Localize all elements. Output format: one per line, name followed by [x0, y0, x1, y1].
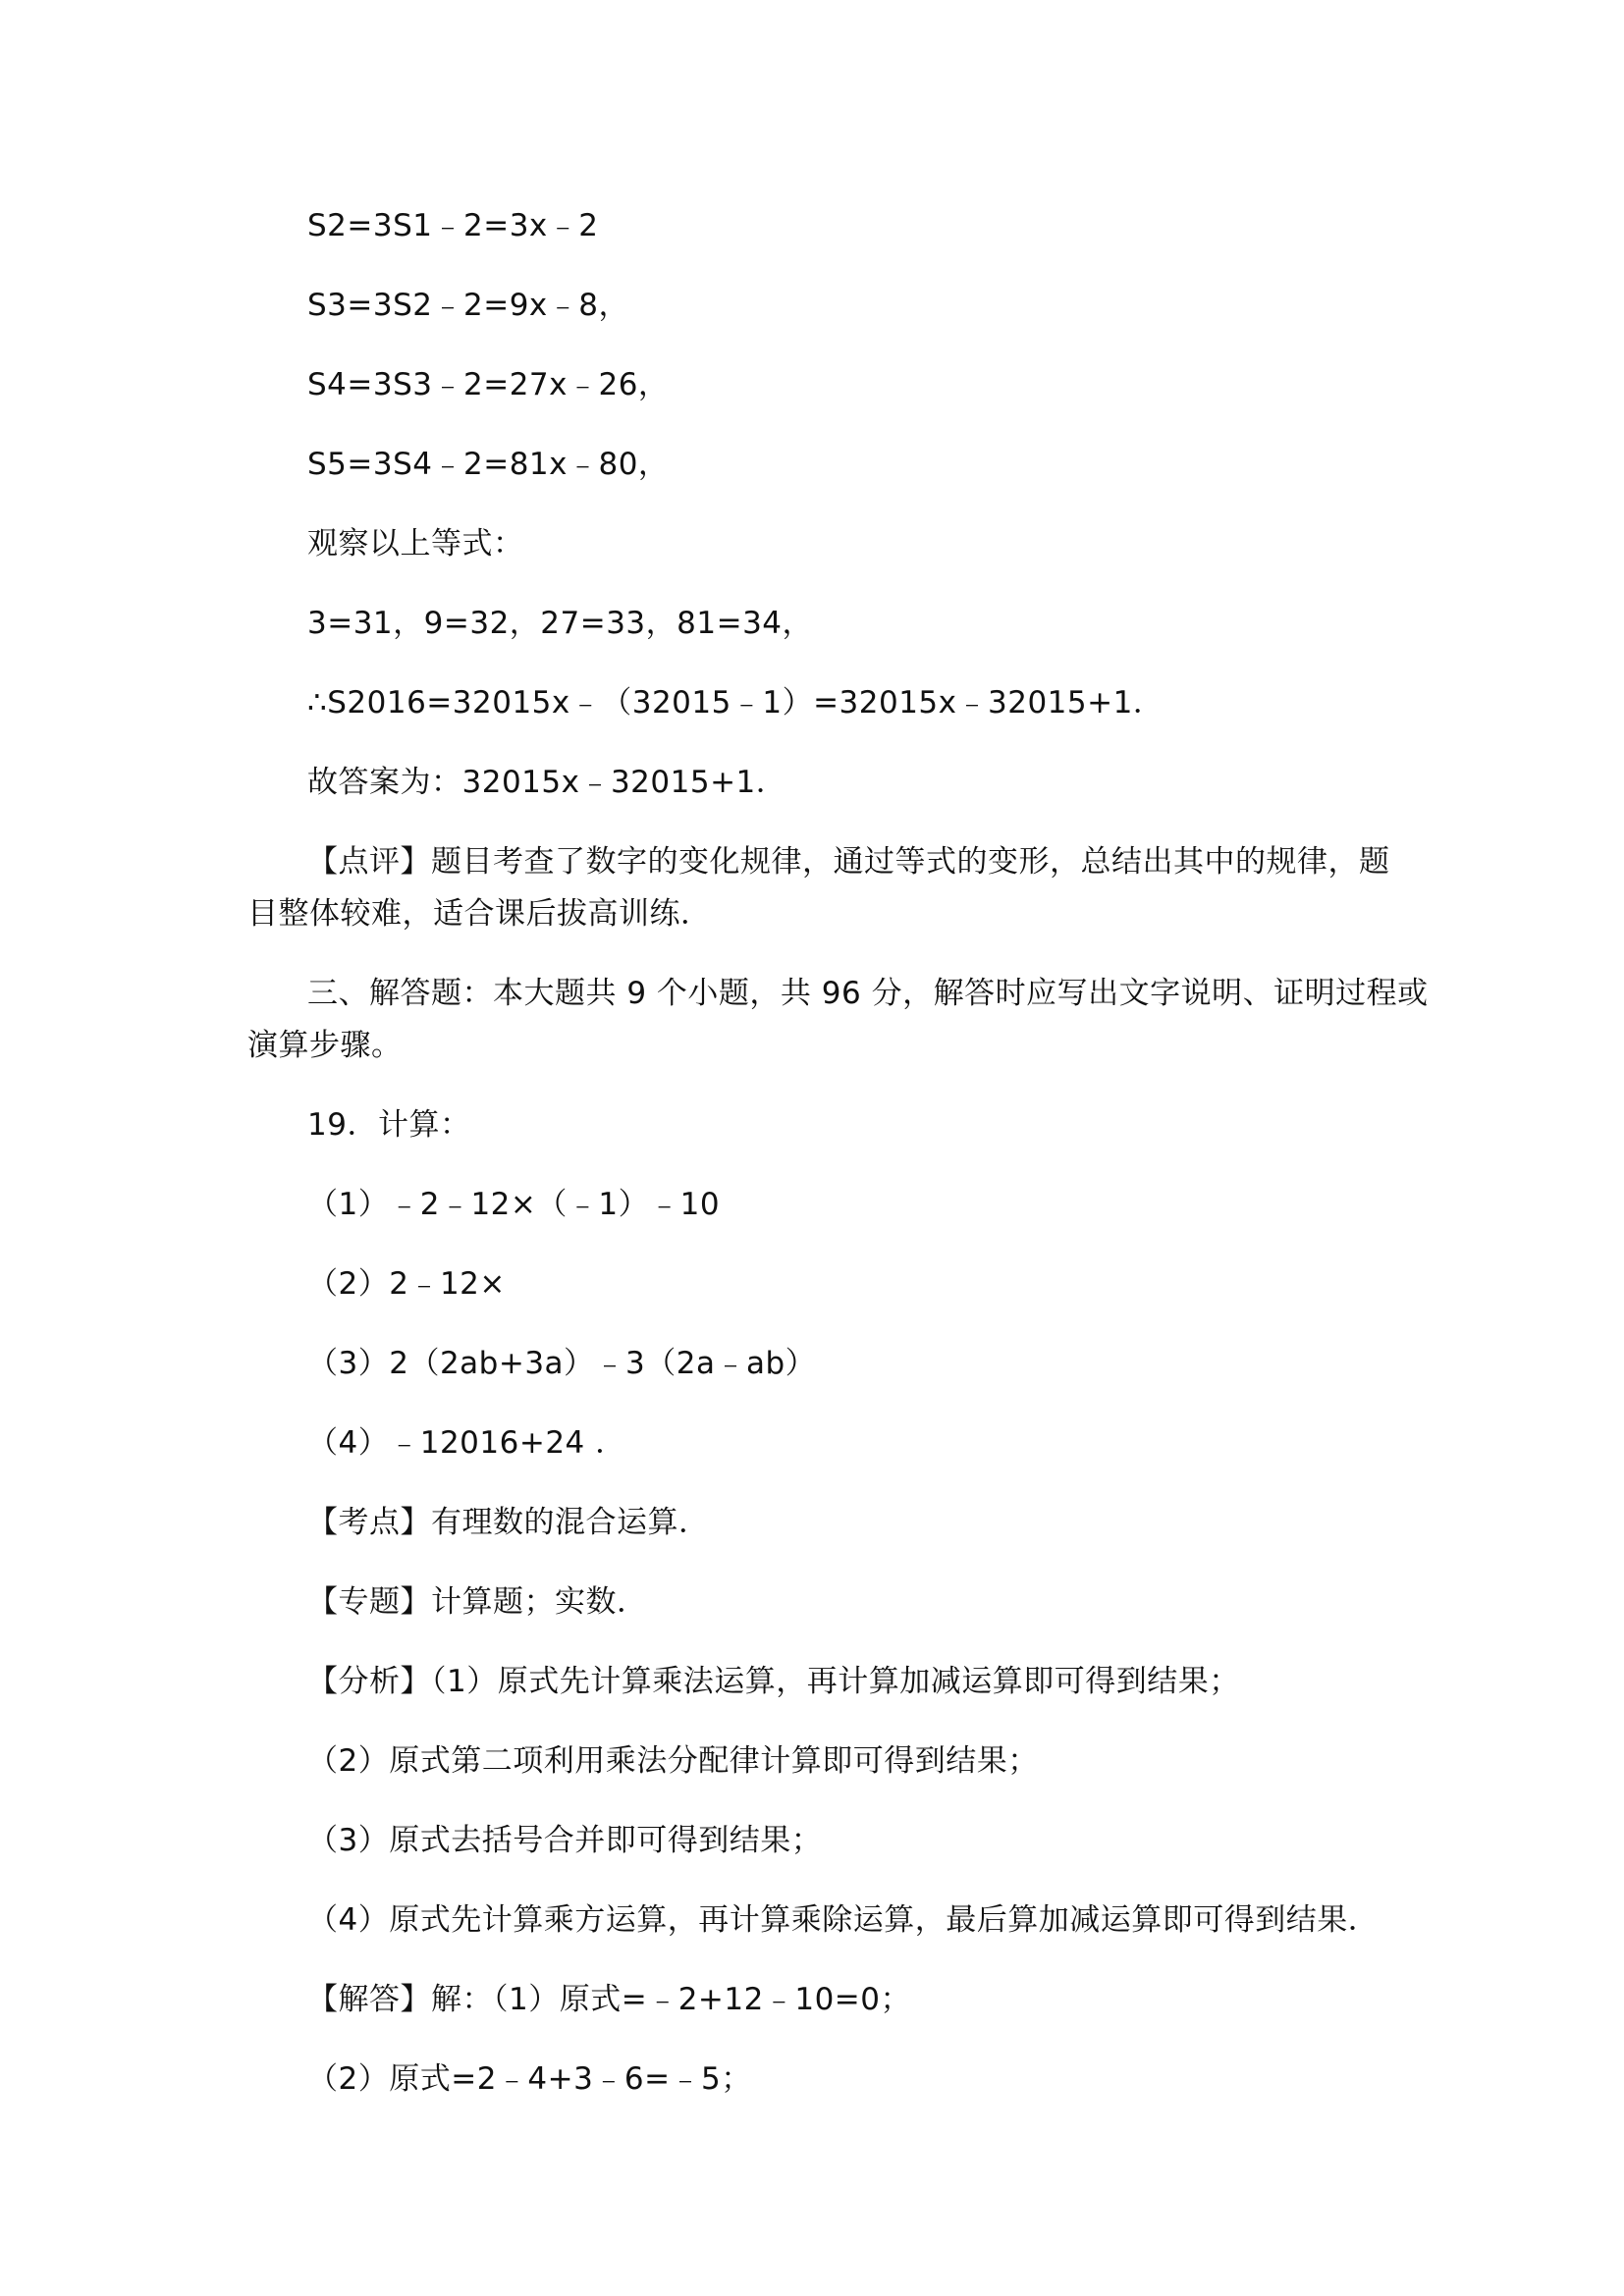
- powers-text: 3=31，9=32，27=33，81=34，: [307, 606, 814, 641]
- question-19-part-3: （3）2（2ab+3a）﹣3（2a﹣ab）: [307, 1346, 817, 1381]
- fenxi-text: 【分析】（1）原式先计算乘法运算，再计算加减运算即可得到结果；: [307, 1664, 1240, 1699]
- question-19-part-4: （4）﹣12016+24 ．: [307, 1425, 626, 1461]
- answer-text: 故答案为：32015x﹣32015+1．: [307, 765, 787, 800]
- kaodian-text: 【考点】有理数的混合运算．: [307, 1505, 710, 1540]
- review-line-2: 目整体较难，适合课后拔高训练．: [247, 896, 712, 932]
- jieda-part-1: 【解答】解：（1）原式=﹣2+12﹣10=0；: [307, 1982, 911, 2017]
- section-heading-line-2: 演算步骤。: [247, 1028, 403, 1063]
- zhuanti-text: 【专题】计算题；实数．: [307, 1584, 648, 1620]
- question-19: 19．计算：: [307, 1107, 471, 1143]
- equation-s4: S4=3S3﹣2=27x﹣26，: [307, 367, 670, 402]
- fenxi-part-2: （2）原式第二项利用乘法分配律计算即可得到结果；: [307, 1743, 1039, 1779]
- observe-text: 观察以上等式：: [307, 526, 524, 561]
- equation-s2: S2=3S1﹣2=3x﹣2: [307, 208, 599, 243]
- review-line-1: 【点评】题目考查了数字的变化规律，通过等式的变形，总结出其中的规律，题: [307, 844, 1390, 880]
- question-19-part-2: （2）2﹣12×: [307, 1266, 506, 1302]
- fenxi-part-3: （3）原式去括号合并即可得到结果；: [307, 1823, 823, 1858]
- question-19-part-1: （1）﹣2﹣12×（﹣1）﹣10: [307, 1187, 721, 1222]
- section-heading-line-1: 三、解答题：本大题共 9 个小题，共 96 分，解答时应写出文字说明、证明过程或: [307, 976, 1429, 1011]
- jieda-part-2: （2）原式=2﹣4+3﹣6=﹣5；: [307, 2061, 752, 2097]
- equation-s3: S3=3S2﹣2=9x﹣8，: [307, 288, 629, 323]
- equation-s5: S5=3S4﹣2=81x﹣80，: [307, 447, 670, 482]
- fenxi-part-4: （4）原式先计算乘方运算，再计算乘除运算，最后算加减运算即可得到结果．: [307, 1902, 1380, 1938]
- conclusion-text: ∴S2016=32015x﹣（32015﹣1）=32015x﹣32015+1．: [307, 685, 1164, 721]
